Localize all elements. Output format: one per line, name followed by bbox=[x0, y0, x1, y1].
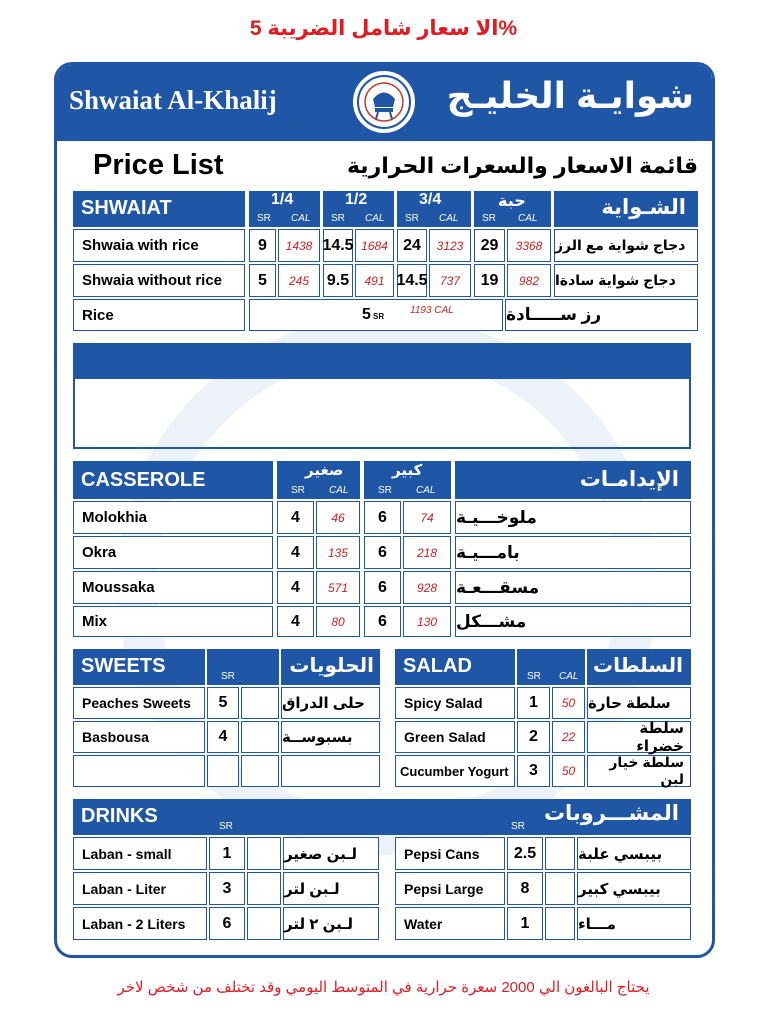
pepsi-cans-price: 2.5 bbox=[507, 837, 543, 870]
laban-2-liters-label-ar: لـبن ٢ لتر bbox=[283, 907, 379, 940]
sweets-sr-header: SR bbox=[207, 649, 279, 685]
cucumber-yogurt-cal: 50 bbox=[552, 755, 585, 787]
moussaka-small-cal: 571 bbox=[316, 571, 360, 604]
peaches-sweets-empty bbox=[241, 687, 279, 719]
moussaka-label-ar: مسقـــعـة bbox=[455, 571, 691, 604]
moussaka-label: Moussaka bbox=[73, 571, 273, 604]
shwaia-with-rice-half-cal: 1684 bbox=[355, 229, 394, 262]
laban-small-empty bbox=[247, 837, 281, 870]
casserole-large-header: كبير SR CAL bbox=[364, 461, 451, 499]
salad-header-en: SALAD bbox=[395, 649, 515, 685]
restaurant-logo bbox=[350, 68, 418, 136]
shwaia-without-rice-whole-cal: 982 bbox=[507, 264, 551, 297]
peaches-sweets-label-ar: حلى الدراق bbox=[281, 687, 380, 719]
shwaia-without-rice-quarter-cal: 245 bbox=[278, 264, 320, 297]
spicy-salad-cal: 50 bbox=[552, 687, 585, 719]
peaches-sweets-label: Peaches Sweets bbox=[73, 687, 205, 719]
rice-cal: 1193 CAL bbox=[410, 305, 454, 316]
sweets-empty-row-cal bbox=[241, 755, 279, 787]
basbousa-label: Basbousa bbox=[73, 721, 205, 753]
green-salad-cal: 22 bbox=[552, 721, 585, 753]
basbousa-empty bbox=[241, 721, 279, 753]
shwaia-with-rice-whole-cal: 3368 bbox=[507, 229, 551, 262]
shwaia-without-rice-half-price: 9.5 bbox=[323, 264, 353, 297]
shwaiat-header-en: SHWAIAT bbox=[73, 191, 245, 227]
shwaia-with-rice-quarter-price: 9 bbox=[249, 229, 276, 262]
pepsi-large-label: Pepsi Large bbox=[395, 872, 505, 905]
shwaia-without-rice-half-cal: 491 bbox=[355, 264, 394, 297]
molokhia-large-cal: 74 bbox=[403, 501, 451, 534]
pepsi-large-empty bbox=[545, 872, 575, 905]
peaches-sweets-price: 5 bbox=[207, 687, 239, 719]
drinks-section bbox=[73, 799, 691, 945]
water-label: Water bbox=[395, 907, 505, 940]
cucumber-yogurt-label: Cucumber Yogurt bbox=[395, 755, 515, 787]
casserole-header-en: CASSEROLE bbox=[73, 461, 273, 499]
okra-label: Okra bbox=[73, 536, 273, 569]
okra-small-cal: 135 bbox=[316, 536, 360, 569]
tax-note: الا سعار شامل الضريبة 5% bbox=[249, 17, 518, 40]
water-label-ar: مـــاء bbox=[577, 907, 691, 940]
rice-price: 5 bbox=[362, 306, 371, 323]
shwaia-with-rice-three-quarter-price: 24 bbox=[397, 229, 427, 262]
okra-large-price: 6 bbox=[364, 536, 401, 569]
basbousa-price: 4 bbox=[207, 721, 239, 753]
size-whole-header: حبة SR CAL bbox=[474, 191, 551, 227]
shwaia-with-rice-label-ar: دجاج شواية مع الرز bbox=[554, 229, 698, 262]
size-quarter-header: 1/4 SR CAL bbox=[249, 191, 320, 227]
salad-header-ar: السلطات bbox=[587, 649, 691, 685]
moussaka-small-price: 4 bbox=[277, 571, 314, 604]
header-bar bbox=[57, 65, 712, 141]
sweets-empty-row-ar bbox=[281, 755, 380, 787]
pepsi-large-label-ar: بيبسي كبير bbox=[577, 872, 691, 905]
sweets-header-ar: الحلويات bbox=[281, 649, 380, 685]
shwaia-with-rice-half-price: 14.5 bbox=[323, 229, 353, 262]
empty-banner bbox=[73, 343, 691, 449]
laban-2-liters-label: Laban - 2 Liters bbox=[73, 907, 207, 940]
mix-label-ar: مشـــكل bbox=[455, 606, 691, 637]
rice-sr-unit: SR bbox=[373, 312, 385, 321]
mix-large-price: 6 bbox=[364, 606, 401, 637]
brand-name-en: Shwaiat Al-Khalij bbox=[69, 85, 277, 115]
molokhia-small-cal: 46 bbox=[316, 501, 360, 534]
shwaia-without-rice-label-ar: دجاج شواية سادةا bbox=[554, 264, 698, 297]
laban-liter-price: 3 bbox=[209, 872, 245, 905]
okra-label-ar: بامـــيـة bbox=[455, 536, 691, 569]
shwaia-without-rice-whole-price: 19 bbox=[474, 264, 505, 297]
price-list-title-ar: قائمة الاسعار والسعرات الحرارية bbox=[346, 153, 698, 178]
shwaia-without-rice-three-quarter-cal: 737 bbox=[429, 264, 471, 297]
pepsi-cans-label: Pepsi Cans bbox=[395, 837, 505, 870]
sweets-empty-row-sr bbox=[207, 755, 239, 787]
calorie-disclaimer: يحتاج البالغون الي 2000 سعرة حرارية في المتوسط اليومي وقد تختلف من شخص لاخر bbox=[117, 979, 650, 996]
molokhia-label: Molokhia bbox=[73, 501, 273, 534]
spicy-salad-label: Spicy Salad bbox=[395, 687, 515, 719]
spicy-salad-price: 1 bbox=[517, 687, 550, 719]
okra-small-price: 4 bbox=[277, 536, 314, 569]
pepsi-large-price: 8 bbox=[507, 872, 543, 905]
rice-label-ar: رز ســـــادة bbox=[505, 299, 698, 331]
cucumber-yogurt-label-ar: سلطة خيار لبن bbox=[587, 755, 691, 787]
laban-small-label: Laban - small bbox=[73, 837, 207, 870]
moussaka-large-cal: 928 bbox=[403, 571, 451, 604]
casserole-small-header: صغير SR CAL bbox=[277, 461, 360, 499]
sweets-empty-row-en bbox=[73, 755, 205, 787]
laban-liter-empty bbox=[247, 872, 281, 905]
empty-banner-header bbox=[75, 345, 689, 379]
pepsi-cans-empty bbox=[545, 837, 575, 870]
salad-sr-cal-header: SR CAL bbox=[517, 649, 585, 685]
moussaka-large-price: 6 bbox=[364, 571, 401, 604]
shwaia-without-rice-three-quarter-price: 14.5 bbox=[397, 264, 427, 297]
basbousa-label-ar: بسبوســة bbox=[281, 721, 380, 753]
shwaia-with-rice-three-quarter-cal: 3123 bbox=[429, 229, 471, 262]
shwaia-with-rice-whole-price: 29 bbox=[474, 229, 505, 262]
laban-small-label-ar: لـبن صغير bbox=[283, 837, 379, 870]
molokhia-small-price: 4 bbox=[277, 501, 314, 534]
casserole-header-ar: الإيدامـات bbox=[455, 461, 691, 499]
size-half-header: 1/2 SR CAL bbox=[323, 191, 394, 227]
shwaia-without-rice-label: Shwaia without rice bbox=[73, 264, 245, 297]
water-empty bbox=[545, 907, 575, 940]
shwaia-with-rice-label: Shwaia with rice bbox=[73, 229, 245, 262]
price-list-title: Price List bbox=[93, 149, 224, 181]
laban-2-liters-price: 6 bbox=[209, 907, 245, 940]
shwaiat-section bbox=[73, 191, 698, 333]
laban-small-price: 1 bbox=[209, 837, 245, 870]
sweets-section bbox=[73, 649, 380, 789]
spicy-salad-label-ar: سلطة حارة bbox=[587, 687, 691, 719]
brand-name-ar: شوايـة الخليـج bbox=[446, 75, 694, 116]
rice-label: Rice bbox=[73, 299, 245, 331]
pepsi-cans-label-ar: بيبسي علبة bbox=[577, 837, 691, 870]
mix-label: Mix bbox=[73, 606, 273, 637]
green-salad-label-ar: سلطة خضراء bbox=[587, 721, 691, 753]
casserole-section bbox=[73, 461, 691, 637]
mix-large-cal: 130 bbox=[403, 606, 451, 637]
mix-small-price: 4 bbox=[277, 606, 314, 637]
water-price: 1 bbox=[507, 907, 543, 940]
shwaia-with-rice-quarter-cal: 1438 bbox=[278, 229, 320, 262]
sweets-header-en: SWEETS bbox=[73, 649, 205, 685]
cucumber-yogurt-price: 3 bbox=[517, 755, 550, 787]
laban-2-liters-empty bbox=[247, 907, 281, 940]
molokhia-label-ar: ملوخـــيـة bbox=[455, 501, 691, 534]
drinks-header: DRINKS SR SR المشـــروبات bbox=[73, 799, 691, 835]
okra-large-cal: 218 bbox=[403, 536, 451, 569]
salad-section bbox=[395, 649, 691, 789]
size-three-quarter-header: 3/4 SR CAL bbox=[397, 191, 471, 227]
green-salad-price: 2 bbox=[517, 721, 550, 753]
mix-small-cal: 80 bbox=[316, 606, 360, 637]
shwaia-without-rice-quarter-price: 5 bbox=[249, 264, 276, 297]
menu-frame bbox=[54, 62, 715, 958]
laban-liter-label-ar: لـبن لتر bbox=[283, 872, 379, 905]
green-salad-label: Green Salad bbox=[395, 721, 515, 753]
molokhia-large-price: 6 bbox=[364, 501, 401, 534]
shwaiat-header-ar: الشـواية bbox=[554, 191, 698, 227]
laban-liter-label: Laban - Liter bbox=[73, 872, 207, 905]
rice-price-cell bbox=[249, 299, 503, 331]
